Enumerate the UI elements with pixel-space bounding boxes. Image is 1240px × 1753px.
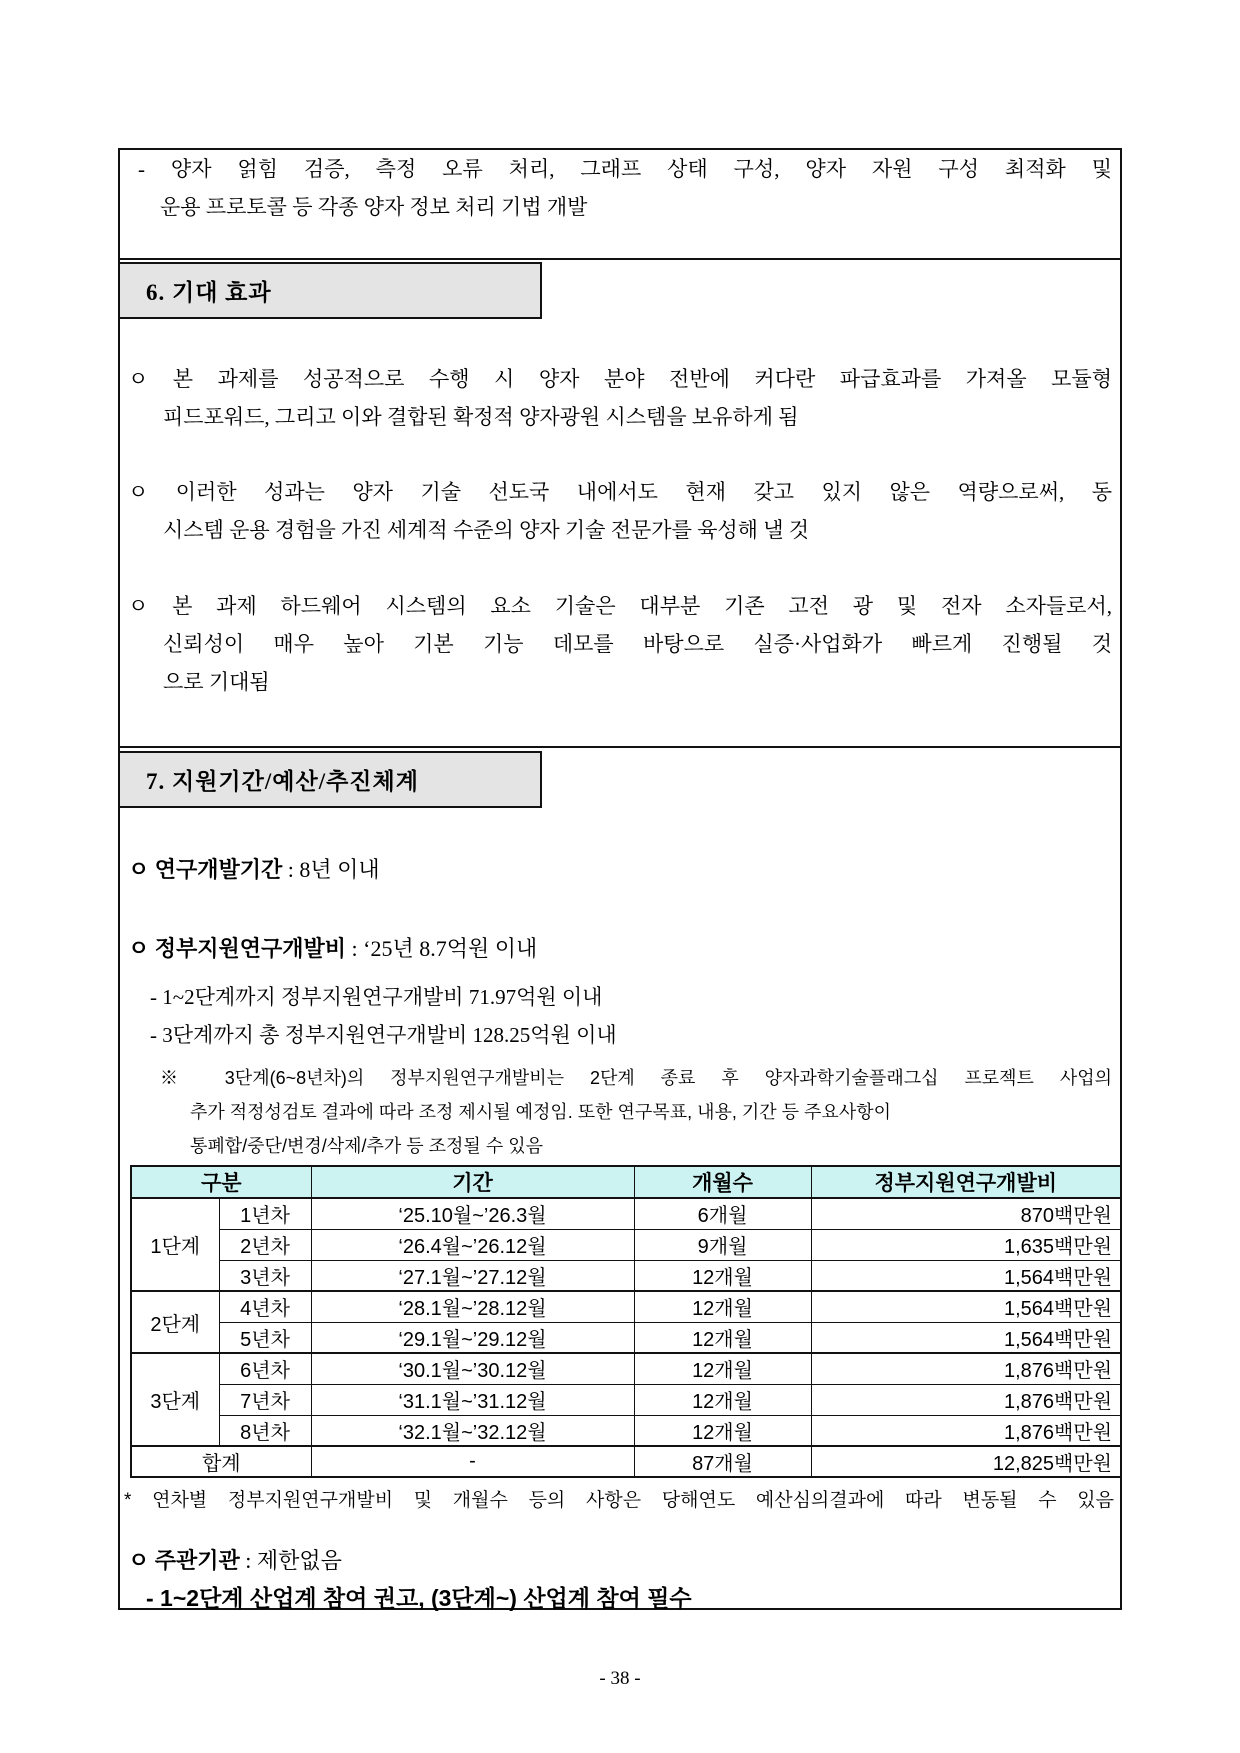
- amount-cell: 1,564백만원: [811, 1260, 1121, 1291]
- top-box-line2: 운용 프로토콜 등 각종 양자 정보 처리 기법 개발: [160, 195, 588, 219]
- period-cell: ‘30.1월~’30.12월: [311, 1353, 634, 1384]
- year-cell: 2년차: [219, 1229, 311, 1260]
- period-cell: ‘26.4월~’26.12월: [311, 1229, 634, 1260]
- year-cell: 4년차: [219, 1291, 311, 1322]
- year-cell: 5년차: [219, 1322, 311, 1353]
- period-cell: ‘31.1월~’31.12월: [311, 1384, 634, 1415]
- organizer-line: [128, 1542, 342, 1580]
- budget-note-line2: 추가 적정성검토 결과에 따라 조정 제시될 예정임. 또한 연구목표, 내용, 기간 등 주요사항이: [190, 1102, 891, 1122]
- rnd-period-line: [128, 851, 380, 889]
- months-cell: 12개월: [634, 1291, 811, 1322]
- table-row-year3: [131, 1260, 1121, 1291]
- rnd-period-value: : 8년 이내: [282, 857, 380, 882]
- table-footnote: * 연차별 정부지원연구개발비 및 개월수 등의 사항은 당해연도 예산심의결과에 따라 변동될 수 있음: [124, 1490, 1114, 1511]
- budget-note-line1: ※ 3단계(6~8년차)의 정부지원연구개발비는 2단계 종료 후 양자과학기술플래그십 프로젝트 사업의: [160, 1068, 1112, 1088]
- year-cell: 3년차: [219, 1260, 311, 1291]
- year-cell: 6년차: [219, 1353, 311, 1384]
- budget-table: [130, 1165, 1122, 1478]
- table-row-year5: [131, 1322, 1121, 1353]
- months-cell: 12개월: [634, 1415, 811, 1446]
- months-cell: 12개월: [634, 1384, 811, 1415]
- stage2-cell: 2단계: [131, 1291, 219, 1353]
- table-header-period: 기간: [311, 1166, 634, 1198]
- section6-bullet3-line2: 신뢰성이 매우 높아 기본 기능 데모를 바탕으로 실증·사업화가 빠르게 진행될 것: [163, 632, 1112, 656]
- amount-cell: 1,876백만원: [811, 1384, 1121, 1415]
- top-box-line1: - 양자 얽힘 검증, 측정 오류 처리, 그래프 상태 구성, 양자 자원 구성 최적화 및: [138, 157, 1112, 181]
- amount-cell: 1,564백만원: [811, 1322, 1121, 1353]
- section6-bullet3-line3: 으로 기대됨: [163, 670, 270, 694]
- months-cell: 12개월: [634, 1322, 811, 1353]
- section6-bullet3-line1: ㅇ 본 과제 하드웨어 시스템의 요소 기술은 대부분 기존 고전 광 및 전자 소자들로서,: [128, 594, 1112, 618]
- months-cell: 12개월: [634, 1353, 811, 1384]
- budget-sub2: - 3단계까지 총 정부지원연구개발비 128.25억원 이내: [150, 1023, 617, 1047]
- months-cell: 12개월: [634, 1260, 811, 1291]
- table-total-row: [131, 1446, 1121, 1477]
- section7-header: [118, 751, 542, 808]
- section6-bullet1-line1: ㅇ 본 과제를 성공적으로 수행 시 양자 분야 전반에 커다란 파급효과를 가져올 모듈형: [128, 367, 1112, 391]
- section6-title: 6. 기대 효과: [146, 280, 272, 305]
- amount-cell: 870백만원: [811, 1198, 1121, 1229]
- amount-cell: 1,635백만원: [811, 1229, 1121, 1260]
- months-cell: 9개월: [634, 1229, 811, 1260]
- amount-cell: 1,876백만원: [811, 1415, 1121, 1446]
- year-cell: 8년차: [219, 1415, 311, 1446]
- total-amount-cell: 12,825백만원: [811, 1446, 1121, 1477]
- period-cell: ‘25.10월~’26.3월: [311, 1198, 634, 1229]
- period-cell: ‘29.1월~’29.12월: [311, 1322, 634, 1353]
- table-row-year2: [131, 1229, 1121, 1260]
- total-label-cell: 합계: [131, 1446, 311, 1477]
- rnd-period-label: ㅇ 연구개발기간: [128, 857, 283, 882]
- section7-title: 7. 지원기간/예산/추진체계: [146, 769, 419, 794]
- budget-note-line3: 통폐합/중단/변경/삭제/추가 등 조정될 수 있음: [190, 1136, 543, 1156]
- table-header-months: 개월수: [634, 1166, 811, 1198]
- table-header-gubun: 구분: [131, 1166, 311, 1198]
- section6-header: [118, 262, 542, 319]
- amount-cell: 1,876백만원: [811, 1353, 1121, 1384]
- organizer-label: ㅇ 주관기관: [128, 1548, 240, 1573]
- stage1-cell: 1단계: [131, 1198, 219, 1291]
- stage3-cell: 3단계: [131, 1353, 219, 1446]
- organizer-value: : 제한없음: [239, 1548, 342, 1573]
- table-header-amount: 정부지원연구개발비: [811, 1166, 1121, 1198]
- organizer-sub-line: - 1~2단계 산업계 참여 권고, (3단계~) 산업계 참여 필수: [146, 1585, 692, 1611]
- page-number: - 38 -: [599, 1668, 641, 1689]
- table-row-year6: [131, 1353, 1121, 1384]
- amount-cell: 1,564백만원: [811, 1291, 1121, 1322]
- section6-bullet2-line1: ㅇ 이러한 성과는 양자 기술 선도국 내에서도 현재 갖고 있지 않은 역량으로써, 동: [128, 480, 1112, 504]
- table-row-year7: [131, 1384, 1121, 1415]
- year-cell: 1년차: [219, 1198, 311, 1229]
- total-period-cell: -: [311, 1446, 634, 1477]
- table-header-row: [131, 1166, 1121, 1198]
- budget-sub1: - 1~2단계까지 정부지원연구개발비 71.97억원 이내: [150, 985, 603, 1009]
- gov-budget-line: [128, 930, 537, 968]
- period-cell: ‘32.1월~’32.12월: [311, 1415, 634, 1446]
- table-row-year8: [131, 1415, 1121, 1446]
- months-cell: 6개월: [634, 1198, 811, 1229]
- total-months-cell: 87개월: [634, 1446, 811, 1477]
- period-cell: ‘27.1월~’27.12월: [311, 1260, 634, 1291]
- section6-bullet2-line2: 시스템 운용 경험을 가진 세계적 수준의 양자 기술 전문가를 육성해 낼 것: [163, 518, 810, 542]
- gov-budget-value: : ‘25년 8.7억원 이내: [346, 936, 538, 961]
- table-row-year1: [131, 1198, 1121, 1229]
- table-row-year4: [131, 1291, 1121, 1322]
- gov-budget-label: ㅇ 정부지원연구개발비: [128, 936, 347, 961]
- section6-bullet1-line2: 피드포워드, 그리고 이와 결합된 확정적 양자광원 시스템을 보유하게 됨: [163, 405, 799, 429]
- year-cell: 7년차: [219, 1384, 311, 1415]
- period-cell: ‘28.1월~’28.12월: [311, 1291, 634, 1322]
